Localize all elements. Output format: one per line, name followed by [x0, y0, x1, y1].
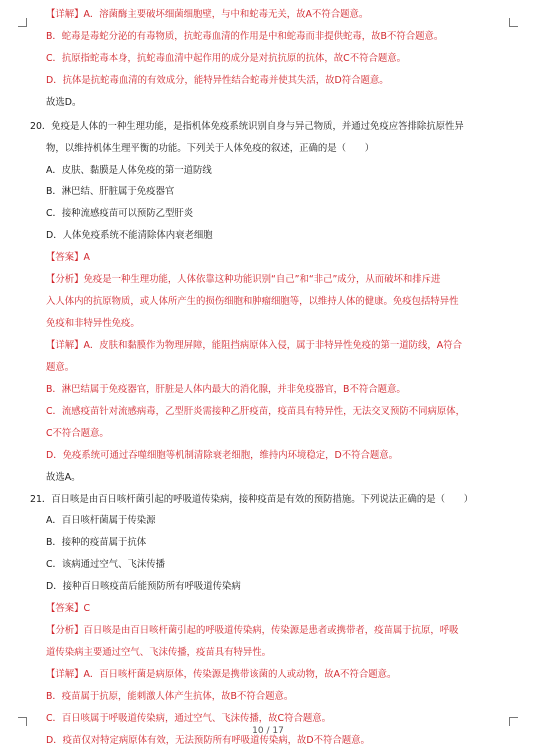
- text-line: C．流感疫苗针对流感病毒，乙型肝炎需接种乙肝疫苗，疫苗具有特异性，无法交叉预防不同病原体，: [46, 405, 466, 417]
- text-line: C．接种流感疫苗可以预防乙型肝炎: [46, 208, 194, 220]
- text-line: B．淋巴结属于免疫器官，肝脏是人体内最大的消化腺，并非免疫器官，B不符合题意。: [46, 383, 406, 395]
- text-line: 【分析】免疫是一种生理功能，人体依靠这种功能识别“自己”和“非己”成分，从而破坏和排斥进: [46, 274, 441, 286]
- text-line: 物，以维持机体生理平衡的功能。下列关于人体免疫的叙述，正确的是（ ）: [46, 142, 375, 154]
- text-line: 【分析】百日咳是由百日咳杆菌引起的呼吸道传染病，传染源是患者或携带者，疫苗属于抗原，呼吸: [46, 625, 459, 637]
- text-line: B．接种的疫苗属于抗体: [46, 537, 147, 549]
- text-line: D．人体免疫系统不能清除体内衰老细胞: [46, 230, 213, 242]
- text-line: 道传染病主要通过空气、飞沫传播，疫苗具有特异性。: [46, 647, 272, 659]
- text-line: B．蛇毒是毒蛇分泌的有毒物质，抗蛇毒血清的作用是中和蛇毒而非提供蛇毒，故B不符合题意。: [46, 30, 444, 42]
- page-number: 10 / 17: [252, 726, 284, 736]
- text-line: B．疫苗属于抗原，能刺激人体产生抗体，故B不符合题意。: [46, 690, 294, 702]
- text-line: B．淋巴结、肝脏属于免疫器官: [46, 186, 175, 198]
- text-line: 21．百日咳是由百日咳杆菌引起的呼吸道传染病，接种疫苗是有效的预防措施。下列说法正确的是（ ）: [30, 493, 474, 505]
- text-line: 【答案】A: [46, 252, 90, 264]
- text-line: A．皮肤、黏膜是人体免疫的第一道防线: [46, 164, 212, 176]
- text-line: 【详解】A．溶菌酶主要破坏细菌细胞壁，与中和蛇毒无关，故A不符合题意。: [46, 9, 369, 20]
- crop-mark-top-right: [509, 18, 518, 27]
- crop-mark-top-left: [18, 18, 27, 27]
- text-line: 入人体内的抗原物质，或人体所产生的损伤细胞和肿瘤细胞等，以维持人体的健康。免疫包括特异性: [46, 296, 459, 308]
- text-line: A．百日咳杆菌属于传染源: [46, 515, 156, 527]
- text-line: D．疫苗仅对特定病原体有效，无法预防所有呼吸道传染病，故D不符合题意。: [46, 734, 370, 746]
- text-line: 故选D。: [46, 96, 82, 108]
- text-line: C．该病通过空气、飞沫传播: [46, 559, 166, 571]
- crop-mark-bottom-left: [18, 717, 27, 726]
- text-line: 【答案】C: [46, 603, 91, 615]
- text-line: C．百日咳属于呼吸道传染病，通过空气、飞沫传播，故C符合题意。: [46, 712, 331, 724]
- text-line: 故选A。: [46, 471, 81, 483]
- text-line: D．抗体是抗蛇毒血清的有效成分，能特异性结合蛇毒并使其失活，故D符合题意。: [46, 74, 389, 86]
- text-line: C不符合题意。: [46, 427, 109, 439]
- text-line: C．抗原指蛇毒本身，抗蛇毒血清中起作用的成分是对抗抗原的抗体，故C不符合题意。: [46, 52, 406, 64]
- text-line: 20．免疫是人体的一种生理功能，是指机体免疫系统识别自身与异己物质，并通过免疫应答排除抗原性异: [30, 120, 464, 132]
- crop-mark-bottom-right: [509, 717, 518, 726]
- text-line: 题意。: [46, 361, 75, 373]
- text-line: 【详解】A．皮肤和黏膜作为物理屏障，能阻挡病原体入侵，属于非特异性免疫的第一道防线，A符合: [46, 340, 462, 351]
- text-line: 【详解】A．百日咳杆菌是病原体，传染源是携带该菌的人或动物，故A不符合题意。: [46, 669, 397, 680]
- text-line: 免疫和非特异性免疫。: [46, 318, 140, 330]
- text-line: D．接种百日咳疫苗后能预防所有呼吸道传染病: [46, 581, 241, 593]
- text-line: D．免疫系统可通过吞噬细胞等机制清除衰老细胞，维持内环境稳定，D不符合题意。: [46, 449, 398, 461]
